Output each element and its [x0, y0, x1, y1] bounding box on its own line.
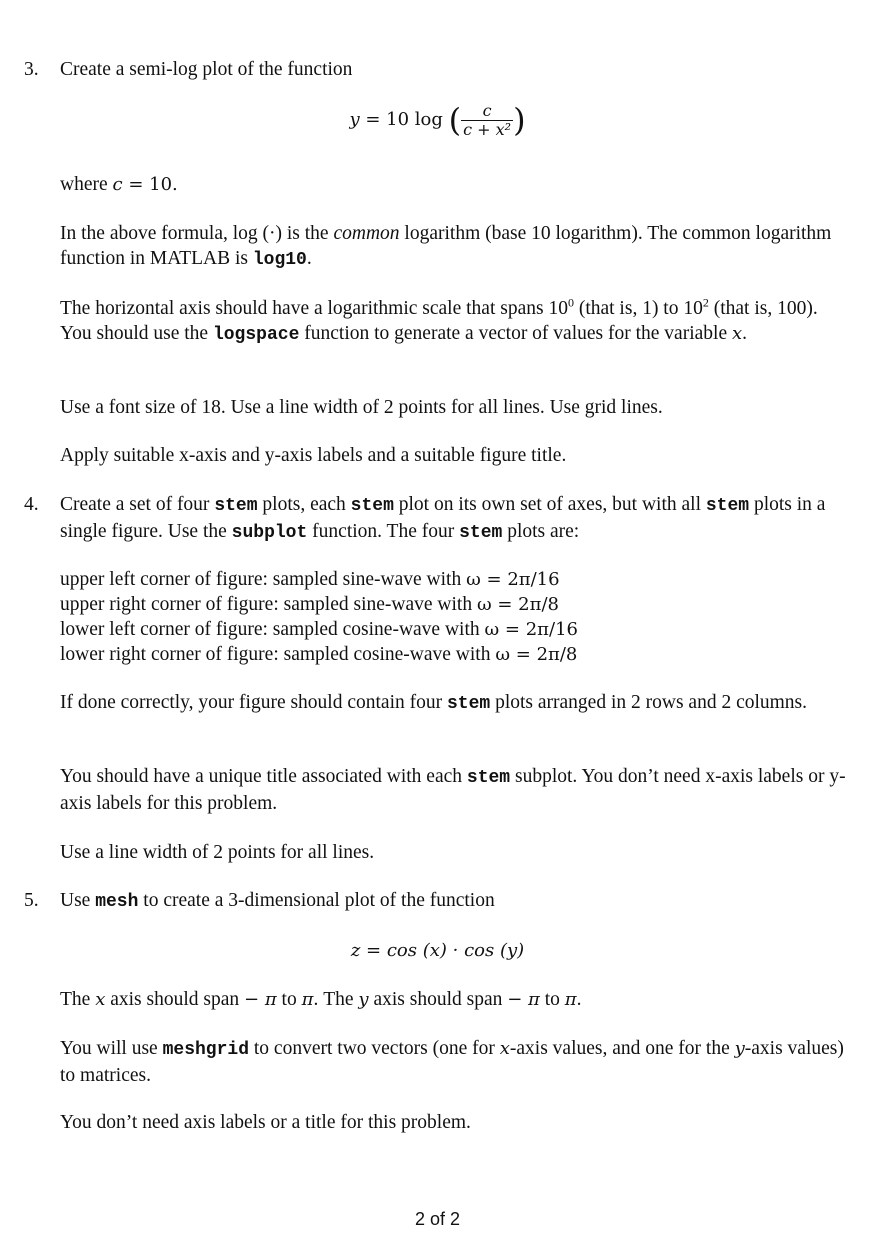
q5-paragraph-meshgrid: You will use meshgrid to convert two vectors (one for x-axis values, and one for the y-axis values) to matrices. [60, 1038, 844, 1086]
q4-number: 4. [24, 494, 39, 515]
list-item: lower left corner of figure: sampled cosine-wave with ω = 2π/16 [60, 619, 578, 640]
page-number: 2 of 2 [414, 1209, 461, 1229]
list-item: lower right corner of figure: sampled cosine-wave with ω = 2π/8 [60, 644, 578, 665]
q5-intro: Use mesh to create a 3-dimensional plot of the function [60, 890, 495, 912]
q4-list [60, 567, 850, 667]
q5-paragraph-span: The x axis should span − π to π. The y axis should span − π to π. [60, 989, 582, 1010]
q5-number: 5. [24, 890, 39, 911]
q3-number: 3. [24, 59, 39, 80]
q5-equation: z = cos (x) · cos (y) [350, 940, 525, 961]
q3-paragraph-log: In the above formula, log (·) is the common logarithm (base 10 logarithm). The common logarithm function in MATLAB is log10. [60, 223, 832, 270]
q3-paragraph-axis: The horizontal axis should have a logarithmic scale that spans $10^0$ (that is, 1) to $10^2$ (that is, 100). You should use the logspace function to generate a vector of values for the variable x. [60, 295, 818, 345]
q4-paragraph-linewidth: Use a line width of 2 points for all lines. [60, 842, 375, 863]
q4-intro: Create a set of four stem plots, each stem plot on its own set of axes, but with all stem plots in a single figure. Use the subplot function. The four stem plots are: [60, 494, 826, 543]
q3-intro: Create a semi-log plot of the function [60, 59, 353, 80]
list-item: upper right corner of figure: sampled sine-wave with ω = 2π/8 [60, 594, 559, 615]
q5-paragraph-labels: You don’t need axis labels or a title for this problem. [60, 1112, 471, 1133]
q4-paragraph-titles: You should have a unique title associated with each stem subplot. You don’t need x-axis labels or y-axis labels for this problem. [60, 766, 846, 814]
q3-equation: y = 10 log ( $\frac{c}{\text{c + x²}}$ ) [349, 101, 526, 139]
q4-paragraph-layout: If done correctly, your figure should contain four stem plots arranged in 2 rows and 2 columns. [60, 692, 808, 714]
q3-where: where c = 10. [60, 174, 178, 195]
q3-paragraph-labels: Apply suitable x-axis and y-axis labels and a suitable figure title. [60, 445, 567, 466]
q3-paragraph-style: Use a font size of 18. Use a line width of 2 points for all lines. Use grid lines. [60, 397, 663, 418]
list-item: upper left corner of figure: sampled sine-wave with ω = 2π/16 [60, 569, 560, 590]
